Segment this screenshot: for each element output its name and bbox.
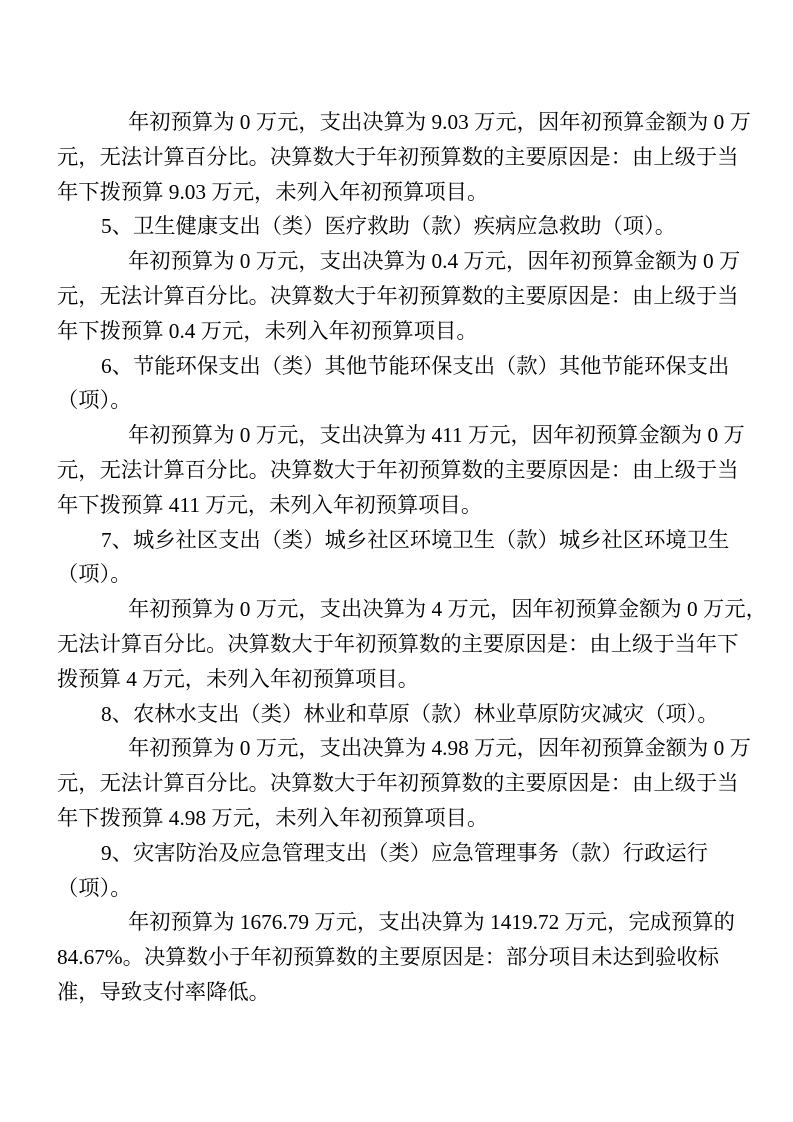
text-line: 无法计算百分比。决算数大于年初预算数的主要原因是：由上级于当年下 [57,631,739,656]
text-line: 元，无法计算百分比。决算数大于年初预算数的主要原因是：由上级于当 [57,283,739,308]
text-line: （项）。 [57,562,132,587]
budget-item-heading [57,349,730,419]
text-line: 5、卫生健康支出（类）医疗救助（款）疾病应急救助（项）。 [101,214,677,239]
budget-detail-paragraph [57,905,735,1009]
text-line: （项）。 [57,388,132,413]
text-line: 年下拨预算 0.4 万元，未列入年初预算项目。 [57,318,478,343]
budget-item-heading [57,697,719,732]
text-line: 年初预算为 0 万元，支出决算为 9.03 万元，因年初预算金额为 0 万 [128,110,751,134]
text-line: 9、灾害防治及应急管理支出（类）应急管理事务（款）行政运行 [101,840,708,865]
budget-item-heading [57,836,708,906]
text-line: 年初预算为 0 万元，支出决算为 0.4 万元，因年初预算金额为 0 万 [128,249,741,274]
text-line: 年初预算为 0 万元，支出决算为 4 万元，因年初预算金额为 0 万元， [128,597,767,622]
text-line: 准，导致支付率降低。 [57,979,270,1004]
text-line: 元，无法计算百分比。决算数大于年初预算数的主要原因是：由上级于当 [57,144,739,169]
budget-item-heading [57,209,697,244]
text-line: 8、农林水支出（类）林业和草原（款）林业草原防灾减灾（项）。 [101,701,719,726]
text-line: 元，无法计算百分比。决算数大于年初预算数的主要原因是：由上级于当 [57,457,739,482]
budget-detail-paragraph [57,731,751,835]
text-line: 年下拨预算 411 万元，未列入年初预算项目。 [57,492,483,517]
text-line: 6、节能环保支出（类）其他节能环保支出（款）其他节能环保支出 [101,353,730,378]
text-line: 年初预算为 0 万元，支出决算为 4.98 万元，因年初预算金额为 0 万 [128,736,751,761]
text-line: 7、城乡社区支出（类）城乡社区环境卫生（款）城乡社区环境卫生 [101,527,730,552]
text-line: 元，无法计算百分比。决算数大于年初预算数的主要原因是：由上级于当 [57,771,739,796]
text-line: （项）。 [57,875,132,900]
text-line: 84.67%。决算数小于年初预算数的主要原因是：部分项目未达到验收标 [57,945,719,970]
text-line: 年初预算为 0 万元，支出决算为 411 万元，因年初预算金额为 0 万 [128,423,745,448]
budget-detail-paragraph [57,592,767,696]
budget-detail-paragraph [57,418,745,522]
text-line: 年初预算为 1676.79 万元，支出决算为 1419.72 万元，完成预算的 [128,910,735,935]
text-line: 年下拨预算 9.03 万元，未列入年初预算项目。 [57,179,489,204]
text-line: 年下拨预算 4.98 万元，未列入年初预算项目。 [57,805,489,830]
budget-detail-paragraph [57,105,751,209]
text-line: 拨预算 4 万元，未列入年初预算项目。 [57,666,420,691]
budget-item-heading [57,523,730,593]
budget-detail-paragraph [57,244,741,348]
